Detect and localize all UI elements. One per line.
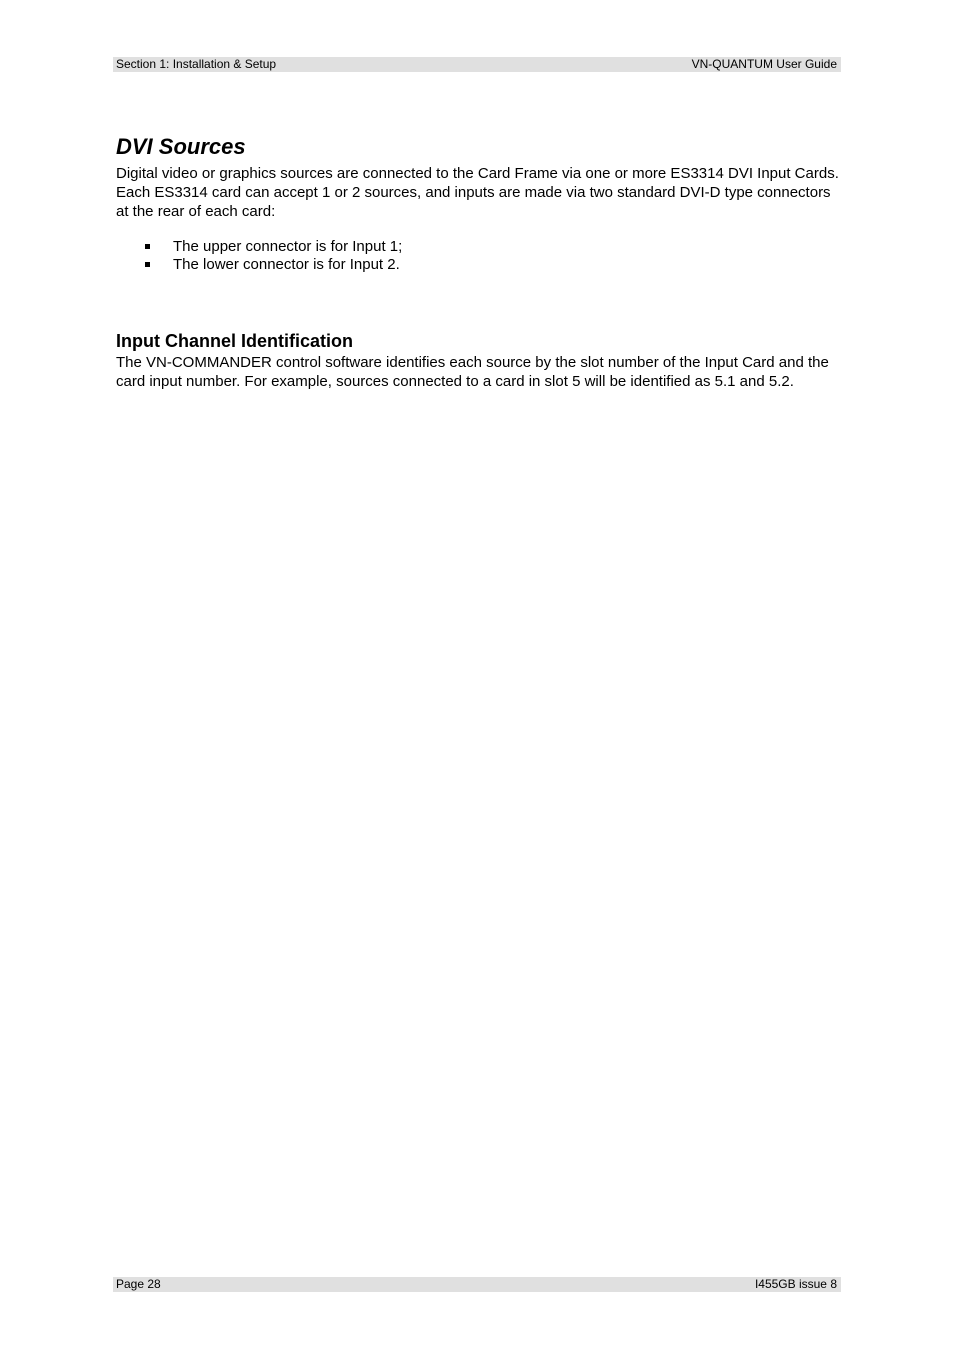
subsection-heading: Input Channel Identification: [116, 331, 353, 351]
header-document-title: VN-QUANTUM User Guide: [691, 57, 837, 71]
body-paragraph: The VN-COMMANDER control software identifies each source by the slot number of the Input Card and the card input number. For example, sources connected to a card in slot 5 will be identified as 5.1 and 5.2.: [116, 354, 829, 390]
list-item: [116, 238, 840, 256]
page-footer: [113, 1277, 841, 1292]
square-bullet-icon: [145, 262, 150, 267]
document-issue: I455GB issue 8: [754, 1277, 837, 1291]
page-number: Page 28: [116, 1277, 161, 1291]
section-title: DVI Sources: [116, 134, 246, 159]
list-item-text: The upper connector is for Input 1;: [173, 238, 403, 255]
header-section-title: Section 1: Installation & Setup: [116, 57, 277, 71]
list-item-text: The lower connector is for Input 2.: [173, 256, 400, 273]
page-header: [113, 57, 841, 72]
page-content: [116, 130, 840, 391]
square-bullet-icon: [145, 244, 150, 249]
connector-list: [116, 238, 840, 274]
intro-paragraph: Digital video or graphics sources are connected to the Card Frame via one or more ES3314 DVI Input Cards. Each ES3314 card can accept 1 or 2 sources, and inputs are made via two standard DVI-D type connectors at the rear of each card:: [116, 165, 839, 220]
list-item: [116, 256, 840, 274]
